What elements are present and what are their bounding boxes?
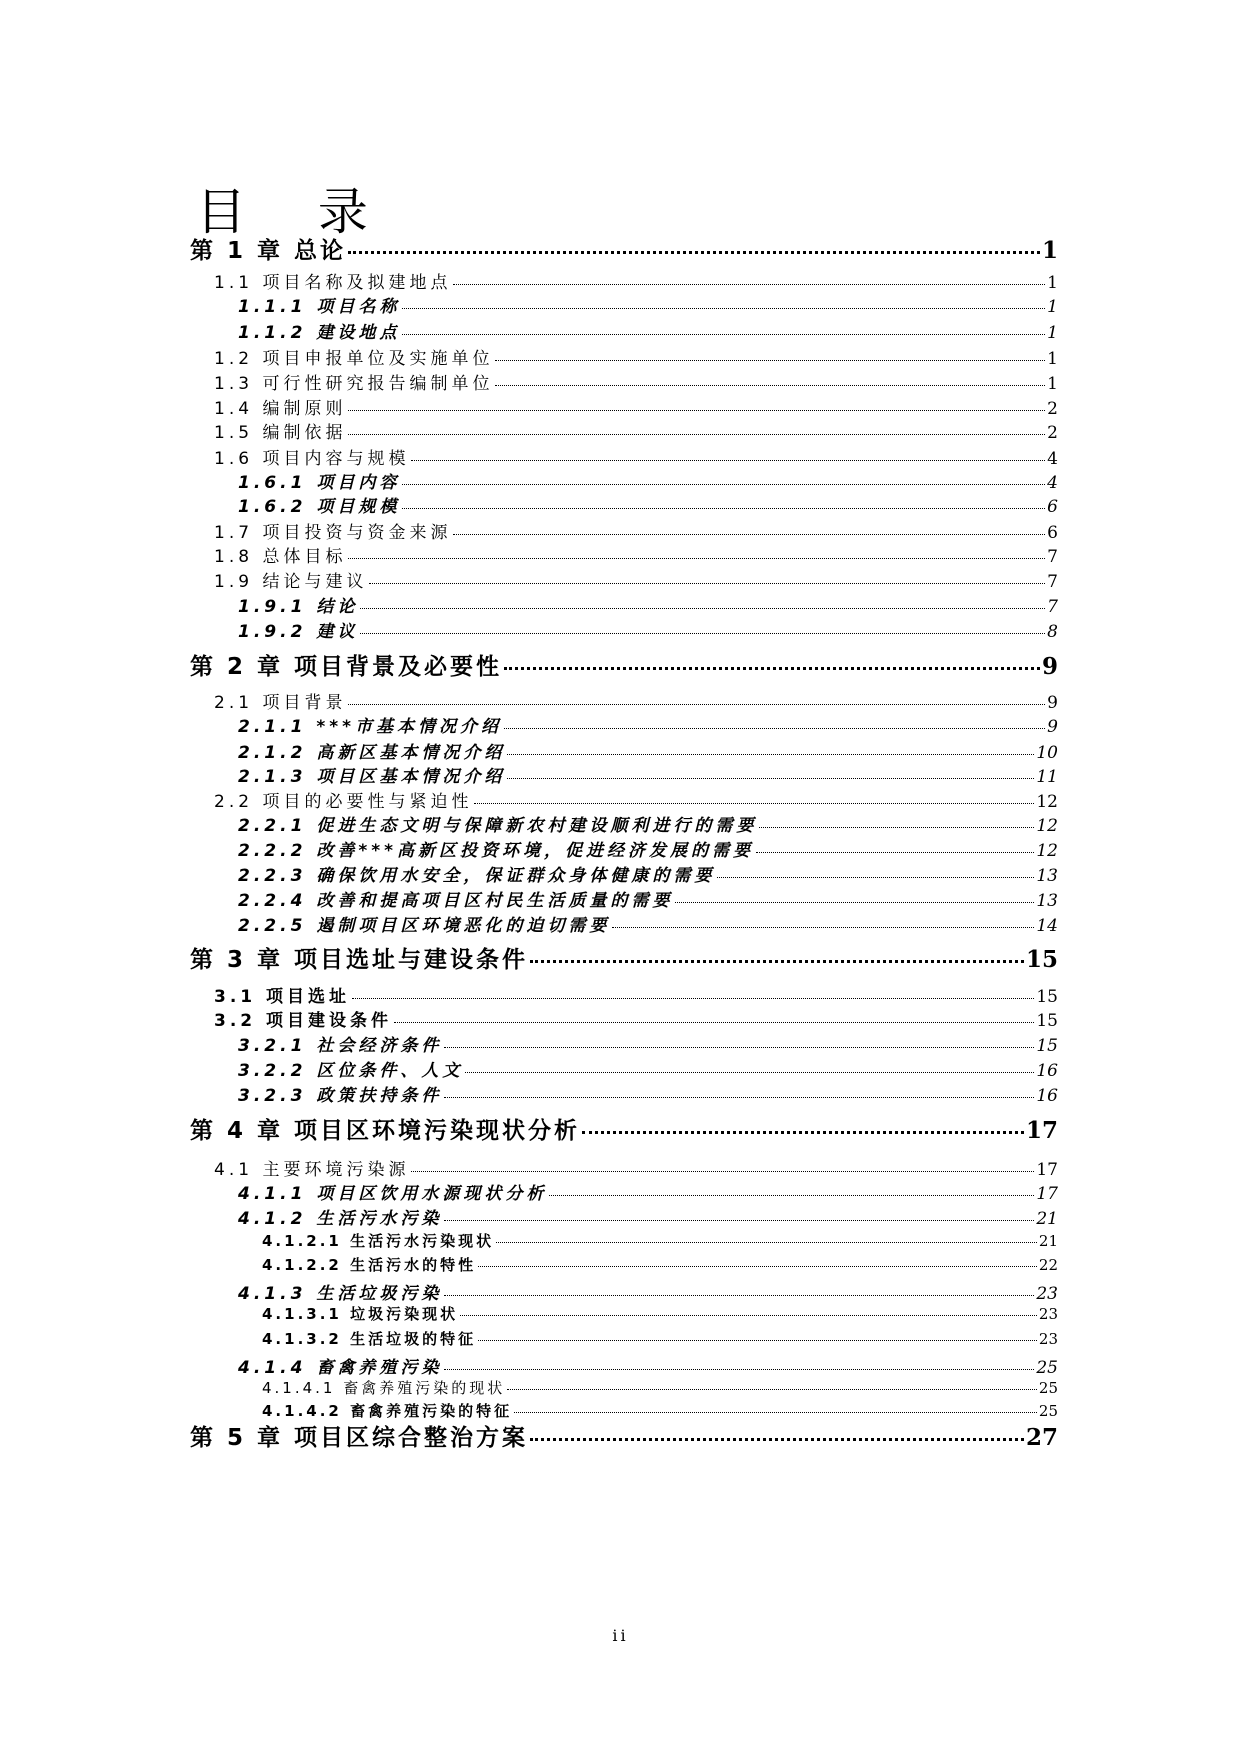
toc-entry-page-number: 6 — [1047, 523, 1058, 543]
toc-entry-label: 4.1 主要环境污染源 — [214, 1160, 410, 1180]
toc-entry-page-number: 10 — [1036, 743, 1058, 763]
toc-chapter-entry[interactable] — [190, 648, 1058, 681]
toc-entry-label: 2.2 项目的必要性与紧迫性 — [214, 792, 473, 812]
toc-entry[interactable] — [262, 1254, 1058, 1275]
toc-entry[interactable] — [238, 811, 1058, 836]
toc-entry-page-number: 7 — [1047, 597, 1058, 617]
toc-entry[interactable] — [238, 762, 1058, 787]
toc-dot-leader — [453, 284, 1045, 285]
toc-entry-page-number: 22 — [1038, 1256, 1058, 1274]
toc-entry-page-number: 15 — [1025, 946, 1058, 973]
toc-dot-leader — [444, 1369, 1034, 1370]
toc-entry[interactable] — [262, 1377, 1058, 1398]
toc-entry-label: 2.1.1 ***市基本情况介绍 — [238, 717, 502, 737]
toc-entry-label: 第 5 章 项目区综合整治方案 — [190, 1425, 529, 1451]
toc-entry-label: 3.2.1 社会经济条件 — [238, 1036, 443, 1056]
toc-entry-label: 2.1 项目背景 — [214, 693, 347, 713]
toc-dot-leader — [360, 633, 1045, 634]
toc-entry[interactable] — [238, 592, 1058, 617]
toc-entry-label: 4.1.3.2 生活垃圾的特征 — [262, 1330, 477, 1348]
toc-entry[interactable] — [238, 617, 1058, 642]
toc-dot-leader — [495, 385, 1045, 386]
toc-entry[interactable] — [214, 542, 1058, 567]
toc-dot-leader — [411, 460, 1045, 461]
toc-entry-page-number: 1 — [1047, 323, 1058, 343]
toc-dot-leader — [530, 960, 1024, 963]
toc-entry-label: 1.1.2 建设地点 — [238, 323, 401, 343]
toc-entry-page-number: 1 — [1047, 349, 1058, 369]
toc-dot-leader — [507, 754, 1034, 755]
toc-entry-label: 2.2.3 确保饮用水安全，保证群众身体健康的需要 — [238, 866, 716, 886]
toc-entry-page-number: 9 — [1041, 653, 1058, 680]
toc-entry-page-number: 14 — [1036, 916, 1058, 936]
toc-entry-page-number: 1 — [1047, 374, 1058, 394]
toc-entry-page-number: 15 — [1036, 1036, 1058, 1056]
toc-entry-label: 4.1.4.2 畜禽养殖污染的特征 — [262, 1402, 513, 1420]
toc-dot-leader — [495, 360, 1045, 361]
toc-dot-leader — [756, 852, 1034, 853]
toc-entry-page-number: 7 — [1047, 572, 1058, 592]
toc-dot-leader — [352, 998, 1034, 999]
toc-entry-label: 4.1.4 畜禽养殖污染 — [238, 1358, 443, 1378]
toc-entry[interactable] — [262, 1303, 1058, 1324]
toc-entry[interactable] — [238, 1204, 1058, 1229]
toc-dot-leader — [582, 1131, 1024, 1134]
toc-entry-page-number: 25 — [1038, 1402, 1058, 1420]
toc-entry-label: 第 3 章 项目选址与建设条件 — [190, 947, 529, 973]
toc-entry[interactable] — [214, 787, 1058, 812]
toc-dot-leader — [444, 1220, 1034, 1221]
toc-entry-label: 2.2.1 促进生态文明与保障新农村建设顺利进行的需要 — [238, 816, 758, 836]
toc-entry-page-number: 12 — [1036, 816, 1058, 836]
toc-dot-leader — [504, 728, 1045, 729]
toc-dot-leader — [549, 1195, 1034, 1196]
toc-entry[interactable] — [238, 1056, 1058, 1081]
toc-entry-label: 第 4 章 项目区环境污染现状分析 — [190, 1118, 581, 1144]
toc-dot-leader — [514, 1412, 1037, 1413]
toc-dot-leader — [460, 1315, 1037, 1316]
toc-entry[interactable] — [238, 1179, 1058, 1204]
toc-entry-page-number: 13 — [1036, 891, 1058, 911]
toc-chapter-entry[interactable] — [190, 941, 1058, 974]
toc-entry-label: 3.2.3 政策扶持条件 — [238, 1086, 443, 1106]
toc-entry-label: 4.1.4.1 畜禽养殖污染的现状 — [262, 1379, 506, 1397]
toc-entry-page-number: 25 — [1038, 1379, 1058, 1397]
toc-entry-label: 2.2.4 改善和提高项目区村民生活质量的需要 — [238, 891, 674, 911]
toc-entry-label: 3.1 项目选址 — [214, 987, 351, 1007]
toc-entry[interactable] — [238, 886, 1058, 911]
toc-entry[interactable] — [238, 1279, 1058, 1304]
toc-dot-leader — [496, 1242, 1037, 1243]
toc-entry[interactable] — [214, 418, 1058, 443]
toc-dot-leader — [402, 308, 1045, 309]
toc-entry[interactable] — [238, 292, 1058, 317]
toc-entry-label: 4.1.3 生活垃圾污染 — [238, 1284, 443, 1304]
toc-dot-leader — [348, 251, 1040, 254]
toc-entry[interactable] — [262, 1328, 1058, 1349]
toc-entry-label: 1.9 结论与建议 — [214, 572, 368, 592]
toc-dot-leader — [675, 902, 1034, 903]
toc-entry-page-number: 17 — [1036, 1184, 1058, 1204]
toc-entry-label: 2.2.2 改善***高新区投资环境，促进经济发展的需要 — [238, 841, 754, 861]
toc-entry-label: 1.2 项目申报单位及实施单位 — [214, 349, 494, 369]
page-number-footer: ii — [612, 1626, 629, 1645]
toc-entry-label: 1.7 项目投资与资金来源 — [214, 523, 452, 543]
toc-entry[interactable] — [214, 567, 1058, 592]
toc-entry-page-number: 12 — [1036, 841, 1058, 861]
toc-entry-label: 1.8 总体目标 — [214, 547, 347, 567]
toc-entry-page-number: 9 — [1047, 693, 1058, 713]
toc-entry-page-number: 16 — [1036, 1061, 1058, 1081]
toc-dot-leader — [612, 927, 1034, 928]
toc-entry[interactable] — [214, 369, 1058, 394]
toc-dot-leader — [411, 1171, 1034, 1172]
toc-dot-leader — [530, 1438, 1024, 1441]
toc-dot-leader — [444, 1295, 1034, 1296]
toc-entry-label: 3.2 项目建设条件 — [214, 1011, 393, 1031]
toc-entry[interactable] — [214, 518, 1058, 543]
toc-entry-label: 2.1.3 项目区基本情况介绍 — [238, 767, 506, 787]
toc-entry[interactable] — [238, 911, 1058, 936]
toc-entry-page-number: 12 — [1036, 792, 1058, 812]
toc-entry[interactable] — [238, 861, 1058, 886]
toc-entry-label: 1.6.2 项目规模 — [238, 497, 401, 517]
toc-entry[interactable] — [214, 982, 1058, 1007]
toc-entry-page-number: 1 — [1047, 297, 1058, 317]
toc-chapter-entry[interactable] — [190, 1112, 1058, 1145]
toc-dot-leader — [507, 778, 1034, 779]
toc-dot-leader — [444, 1047, 1034, 1048]
toc-dot-leader — [348, 434, 1045, 435]
toc-dot-leader — [465, 1072, 1034, 1073]
toc-entry-label: 1.1.1 项目名称 — [238, 297, 401, 317]
toc-entry-page-number: 9 — [1047, 717, 1058, 737]
toc-entry-label: 1.9.2 建议 — [238, 622, 359, 642]
toc-entry-page-number: 21 — [1038, 1232, 1058, 1250]
toc-dot-leader — [717, 877, 1034, 878]
toc-entry-page-number: 23 — [1036, 1284, 1058, 1304]
toc-entry-page-number: 21 — [1036, 1209, 1058, 1229]
toc-entry-label: 1.4 编制原则 — [214, 399, 347, 419]
toc-entry-page-number: 13 — [1036, 866, 1058, 886]
toc-dot-leader — [360, 608, 1045, 609]
toc-dot-leader — [348, 410, 1045, 411]
toc-entry[interactable] — [238, 738, 1058, 763]
toc-dot-leader — [348, 558, 1045, 559]
toc-entry-label: 1.6 项目内容与规模 — [214, 449, 410, 469]
toc-entry-label: 4.1.2.1 生活污水污染现状 — [262, 1232, 495, 1250]
toc-entry[interactable] — [238, 1353, 1058, 1378]
toc-entry-page-number: 17 — [1036, 1160, 1058, 1180]
toc-entry[interactable] — [238, 492, 1058, 517]
toc-entry-page-number: 1 — [1041, 237, 1058, 264]
toc-entry[interactable] — [214, 688, 1058, 713]
toc-entry-label: 4.1.3.1 垃圾污染现状 — [262, 1305, 459, 1323]
toc-entry-label: 1.6.1 项目内容 — [238, 473, 401, 493]
toc-entry-page-number: 16 — [1036, 1086, 1058, 1106]
toc-dot-leader — [369, 583, 1045, 584]
toc-entry-label: 1.9.1 结论 — [238, 597, 359, 617]
toc-dot-leader — [348, 704, 1045, 705]
toc-entry-label: 1.1 项目名称及拟建地点 — [214, 273, 452, 293]
toc-entry[interactable] — [214, 268, 1058, 293]
toc-entry[interactable] — [262, 1400, 1058, 1421]
toc-entry-label: 4.1.2.2 生活污水的特性 — [262, 1256, 477, 1274]
toc-entry-page-number: 2 — [1047, 399, 1058, 419]
toc-entry[interactable] — [238, 1081, 1058, 1106]
toc-entry-page-number: 25 — [1036, 1358, 1058, 1378]
page-title: 目 录 — [196, 183, 396, 241]
toc-dot-leader — [504, 667, 1040, 670]
toc-entry[interactable] — [262, 1230, 1058, 1251]
toc-dot-leader — [759, 827, 1034, 828]
toc-entry[interactable] — [214, 394, 1058, 419]
toc-dot-leader — [507, 1389, 1037, 1390]
toc-entry-page-number: 7 — [1047, 547, 1058, 567]
toc-dot-leader — [478, 1266, 1037, 1267]
toc-entry-label: 1.5 编制依据 — [214, 423, 347, 443]
toc-entry-label: 1.3 可行性研究报告编制单位 — [214, 374, 494, 394]
toc-entry-page-number: 27 — [1025, 1424, 1058, 1451]
toc-entry[interactable] — [238, 1031, 1058, 1056]
toc-entry-label: 4.1.1 项目区饮用水源现状分析 — [238, 1184, 548, 1204]
toc-entry[interactable] — [238, 318, 1058, 343]
toc-entry[interactable] — [238, 712, 1058, 737]
toc-entry-page-number: 11 — [1036, 767, 1058, 787]
toc-entry[interactable] — [214, 444, 1058, 469]
toc-dot-leader — [478, 1340, 1037, 1341]
toc-entry-page-number: 4 — [1047, 449, 1058, 469]
toc-entry[interactable] — [238, 836, 1058, 861]
toc-entry-page-number: 23 — [1038, 1330, 1058, 1348]
toc-entry[interactable] — [214, 1155, 1058, 1180]
toc-dot-leader — [402, 508, 1045, 509]
toc-entry-page-number: 4 — [1047, 473, 1058, 493]
toc-entry-page-number: 8 — [1047, 622, 1058, 642]
toc-entry-label: 2.2.5 遏制项目区环境恶化的迫切需要 — [238, 916, 611, 936]
toc-entry-page-number: 2 — [1047, 423, 1058, 443]
toc-dot-leader — [474, 803, 1034, 804]
toc-chapter-entry[interactable] — [190, 232, 1058, 265]
toc-entry-page-number: 15 — [1036, 987, 1058, 1007]
toc-entry-page-number: 17 — [1025, 1117, 1058, 1144]
toc-entry-label: 3.2.2 区位条件、人文 — [238, 1061, 464, 1081]
toc-entry-page-number: 1 — [1047, 273, 1058, 293]
toc-dot-leader — [402, 334, 1045, 335]
toc-entry[interactable] — [238, 468, 1058, 493]
toc-entry[interactable] — [214, 1006, 1058, 1031]
toc-entry-label: 4.1.2 生活污水污染 — [238, 1209, 443, 1229]
toc-entry[interactable] — [214, 344, 1058, 369]
toc-dot-leader — [402, 484, 1045, 485]
toc-dot-leader — [394, 1022, 1034, 1023]
toc-entry-page-number: 6 — [1047, 497, 1058, 517]
toc-entry-page-number: 23 — [1038, 1305, 1058, 1323]
toc-dot-leader — [453, 534, 1045, 535]
toc-entry-label: 第 1 章 总论 — [190, 238, 347, 264]
toc-entry-label: 第 2 章 项目背景及必要性 — [190, 654, 503, 680]
toc-entry-label: 2.1.2 高新区基本情况介绍 — [238, 743, 506, 763]
toc-entry-page-number: 15 — [1036, 1011, 1058, 1031]
toc-chapter-entry[interactable] — [190, 1419, 1058, 1452]
toc-dot-leader — [444, 1097, 1034, 1098]
